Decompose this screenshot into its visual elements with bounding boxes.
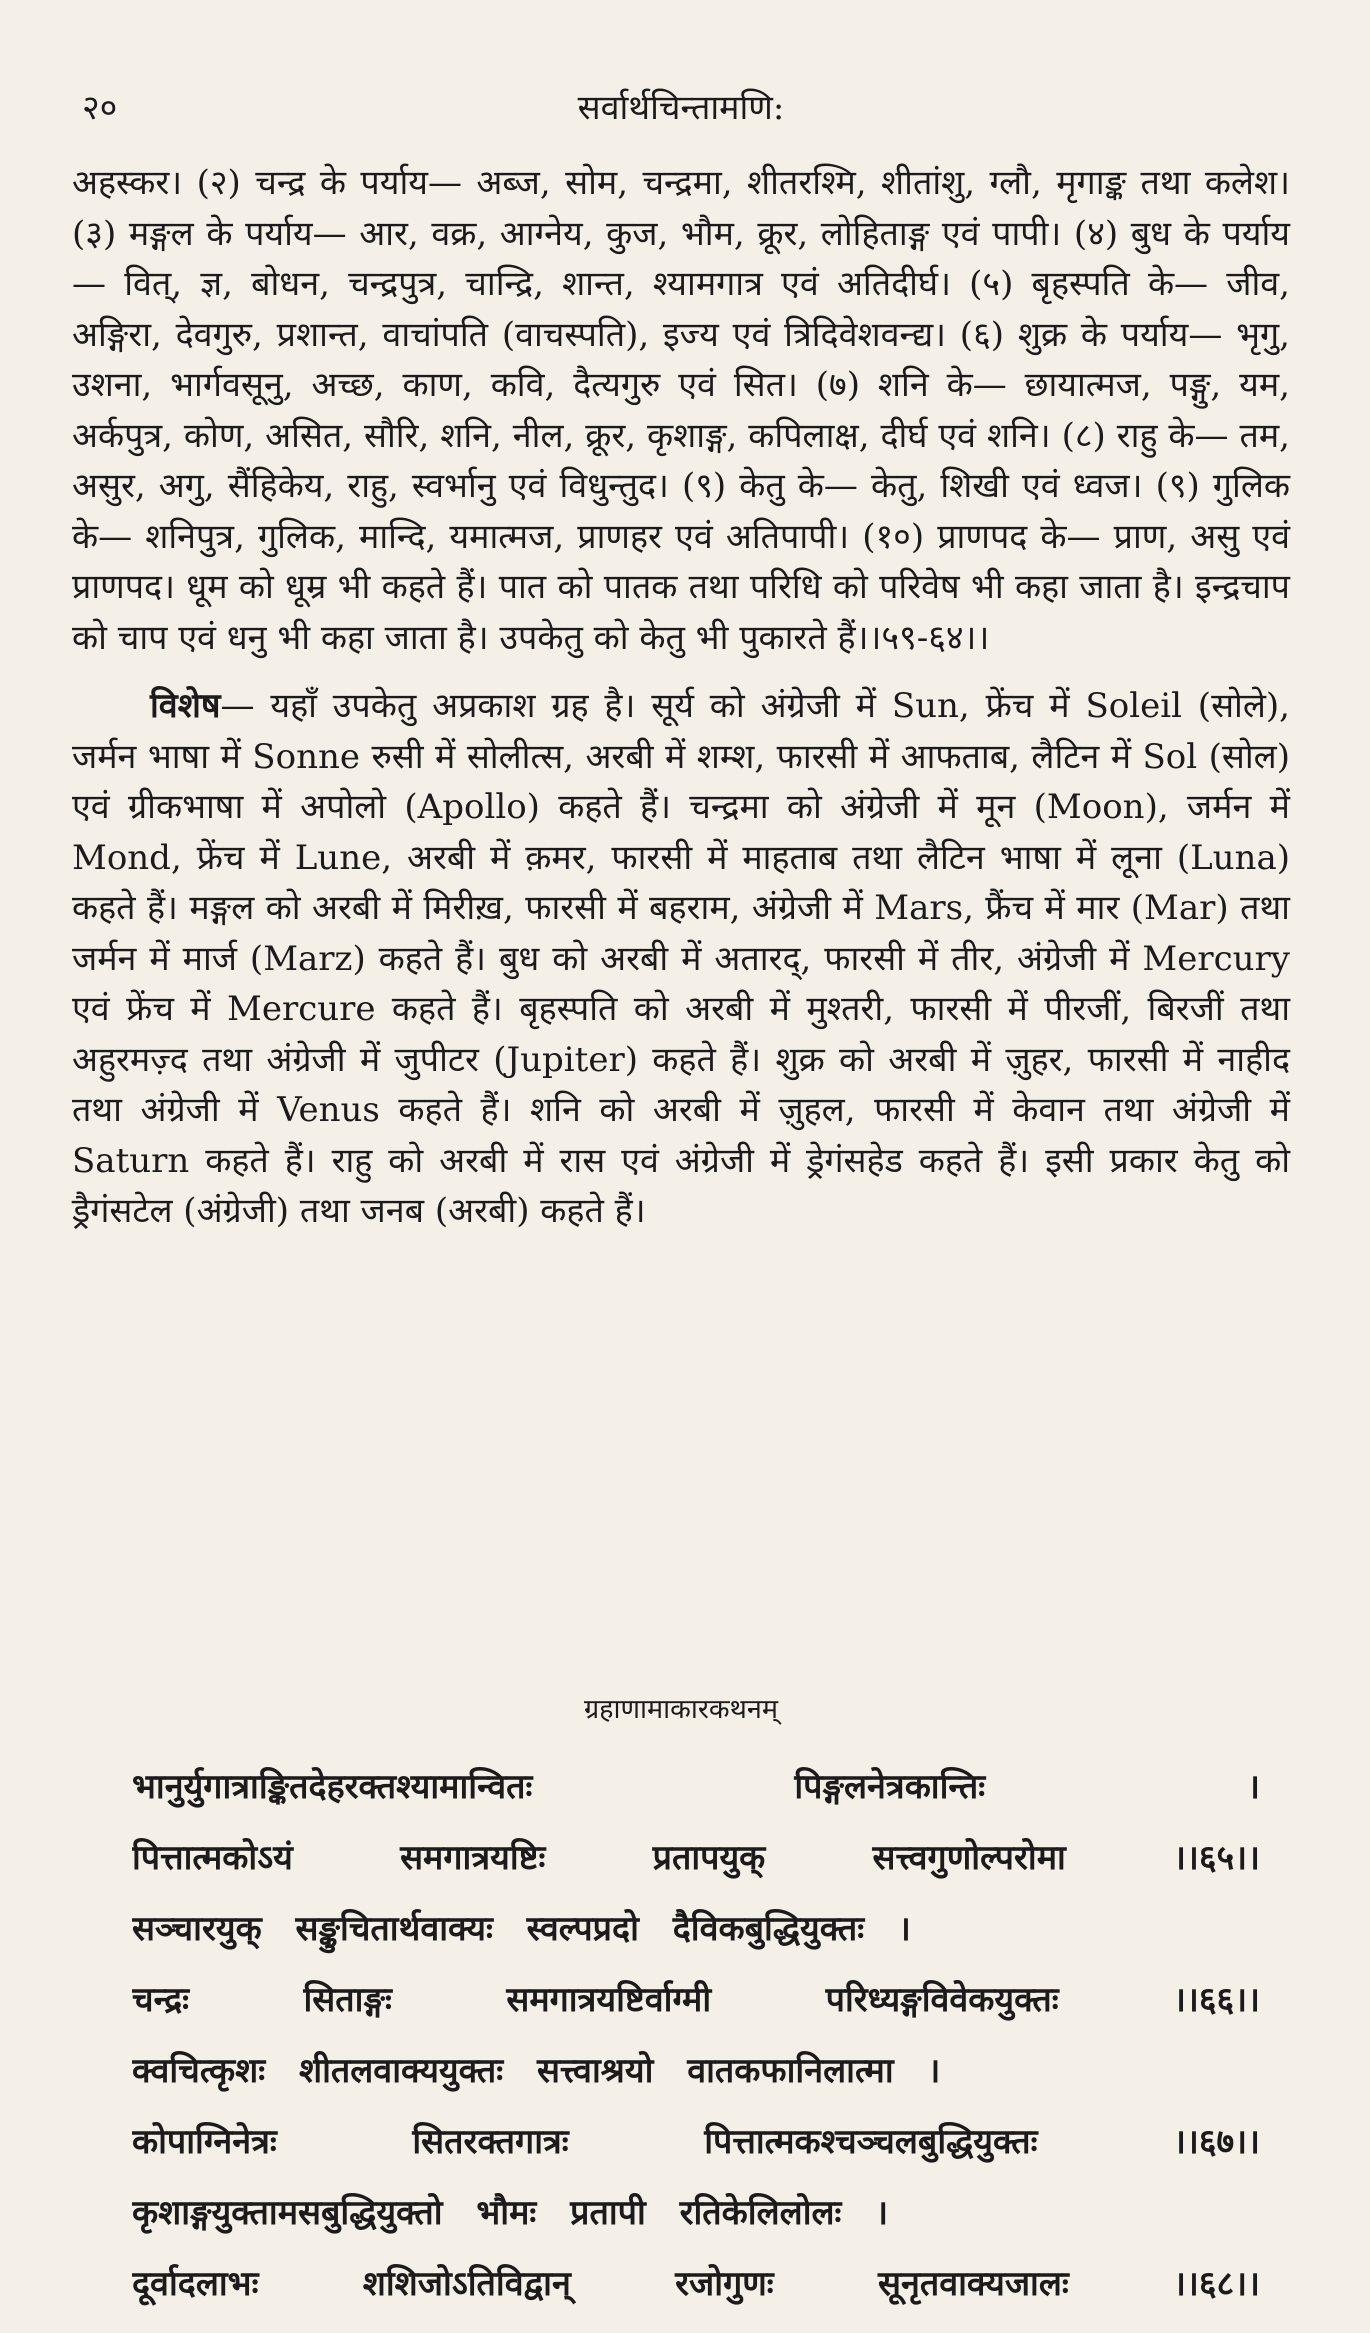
verse-line: चन्द्रः सिताङ्गः समगात्रयष्टिर्वाग्मी परिध्यङ्गविवेकयुक्तः ।।६६।। bbox=[132, 1980, 1260, 2020]
verse-line: कोपाग्निनेत्रः सितरक्तगात्रः पित्तात्मकश्चञ्चलबुद्धियुक्तः ।।६७।। bbox=[132, 2122, 1260, 2162]
verse-block bbox=[132, 1752, 1260, 2320]
vishesh-text: — यहाँ उपकेतु अप्रकाश ग्रह है। सूर्य को अंग्रेजी में Sun, फ्रेंच में Soleil (सोले), जर्मन भाषा में Sonne रुसी में सोलीत्स, अरबी में शम्श, फारसी में आफताब, लैटिन में Sol (सोल) एवं ग्रीकभाषा में अपोलो (Apollo) कहते हैं। चन्द्रमा को अंग्रेजी में मून (Moon), जर्मन में Mond, फ्रेंच में Lune, अरबी में क़मर, फारसी में माहताब तथा लैटिन भाषा में लूना (Luna) कहते हैं। मङ्गल को अरबी में मिरीख़, फारसी में बहराम, अंग्रेजी में Mars, फ्रैंच में मार (Mar) तथा जर्मन में मार्ज (Marz) कहते हैं। बुध को अरबी में अतारद्, फारसी में तीर, अंग्रेजी में Mercury एवं फ्रेंच में Mercure कहते हैं। बृहस्पति को अरबी में मुश्तरी, फारसी में पीरजीं, बिरजीं तथा अहुरमज़्द तथा अंग्रेजी में जुपीटर (Jupiter) कहते हैं। शुक्र को अरबी में ज़ुहर, फारसी में नाहीद तथा अंग्रेजी में Venus कहते हैं। शनि को अरबी में ज़ुहल, फारसी में केवान तथा अंग्रेजी में Saturn कहते हैं। राहु को अरबी में रास एवं अंग्रेजी में ड्रेगंसहेड कहते हैं। इसी प्रकार केतु को ड्रैगंसटेल (अंग्रेजी) तथा जनब (अरबी) कहते हैं। bbox=[72, 686, 1290, 1231]
page-header bbox=[72, 78, 1290, 138]
verse-line: क्वचित्कृशः शीतलवाक्ययुक्तः सत्त्वाश्रयो वातकफानिलात्मा । bbox=[132, 2051, 941, 2091]
running-title: सर्वार्थचिन्तामणि: bbox=[577, 88, 785, 128]
verse-line: सञ्चारयुक् सङ्कुचितार्थवाक्यः स्वल्पप्रदो दैविकबुद्धियुक्तः । bbox=[132, 1909, 911, 1949]
verse-line: दूर्वादलाभः शशिजोऽतिविद्वान् रजोगुणः सूनृतवाक्यजालः ।।६८।। bbox=[132, 2264, 1260, 2304]
page-number: २० bbox=[82, 88, 118, 128]
synonyms-paragraph: अहस्कर। (२) चन्द्र के पर्याय— अब्ज, सोम, चन्द्रमा, शीतरश्मि, शीतांशु, ग्लौ, मृगाङ्क तथा कलेश। (३) मङ्गल के पर्याय— आर, वक्र, आग्नेय, कुज, भौम, क्रूर, लोहिताङ्ग एवं पापी। (४) बुध के पर्याय— वित्, ज्ञ, बोधन, चन्द्रपुत्र, चान्द्रि, शान्त, श्यामगात्र एवं अतिदीर्घ। (५) बृहस्पति के— जीव, अङ्गिरा, देवगुरु, प्रशान्त, वाचांपति (वाचस्पति), इज्य एवं त्रिदिवेशवन्द्य। (६) शुक्र के पर्याय— भृगु, उशना, भार्गवसूनु, अच्छ, काण, कवि, दैत्यगुरु एवं सित। (७) शनि के— छायात्मज, पङ्गु, यम, अर्कपुत्र, कोण, असित, सौरि, शनि, नील, क्रूर, कृशाङ्ग, कपिलाक्ष, दीर्घ एवं शनि। (८) राहु के— तम, असुर, अगु, सैंहिकेय, राहु, स्वर्भानु एवं विधुन्तुद। (९) केतु के— केतु, शिखी एवं ध्वज। (९) गुलिक के— शनिपुत्र, गुलिक, मान्दि, यमात्मज, प्राणहर एवं अतिपापी। (१०) प्राणपद के— प्राण, असु एवं प्राणपद। धूम को धूम्र भी कहते हैं। पात को पातक तथा परिधि को परिवेष भी कहा जाता है। इन्द्रचाप को चाप एवं धनु भी कहा जाता है। उपकेतु को केतु भी पुकारते हैं।।५९-६४।। bbox=[72, 163, 1290, 658]
verse-line: कृशाङ्गयुक्तामसबुद्धियुक्तो भौमः प्रतापी रतिकेलिलोलः । bbox=[132, 2193, 889, 2233]
section-heading: ग्रहाणामाकारकथनम् bbox=[583, 1694, 779, 1725]
verse-line: पित्तात्मकोऽयं समगात्रयष्टिः प्रतापयुक् सत्त्वगुणोल्परोमा ।।६५।। bbox=[132, 1838, 1260, 1878]
vishesh-paragraph bbox=[72, 681, 1290, 1237]
vishesh-label: विशेष bbox=[150, 686, 221, 726]
verse-line: भानुर्युगात्राङ्कितदेहरक्तश्यामान्वितः पिङ्गलनेत्रकान्तिः । bbox=[132, 1767, 1260, 1807]
commentary-text bbox=[72, 158, 1290, 1237]
